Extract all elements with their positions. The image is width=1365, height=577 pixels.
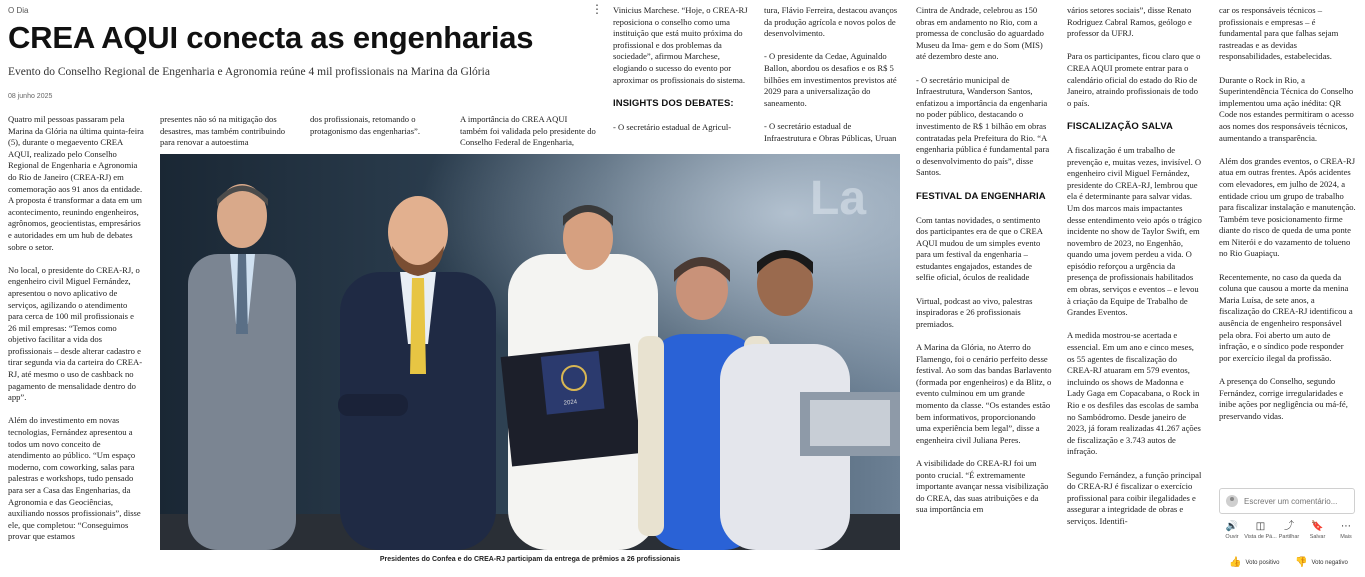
downvote-button[interactable] bbox=[1295, 557, 1348, 568]
user-avatar-icon bbox=[1226, 495, 1238, 507]
paragraph: - O presidente da Cedae, Aguinaldo Ballon, abordou os desafios e os R$ 5 bilhões em investimentos previstos até 2029 para a universalização do saneamento. bbox=[764, 51, 897, 108]
page-view-button[interactable] bbox=[1244, 520, 1277, 540]
paragraph: Quatro mil pessoas passaram pela Marina da Glória na última quinta-feira (5), durante o megaevento CREA AQUI, realizado pelo Conselho Regional de Engenharia e Agronomia do Rio de Janeiro (CREA-RJ) em comemoração aos 91 anos da entidade. A proposta é transformar a data em um acontecimento, reunindo engenheiros, agrônomos, geocientistas, empresários e autoridades em um hub de debates sobre o setor. bbox=[8, 114, 144, 252]
paragraph: A Marina da Glória, no Aterro do Flamengo, foi o cenário perfeito desse festival. Ao som das bandas Barlavento (formada por engenheiros) e da Blitz, o evento culminou em um grande momento da classe. “Os estandes estão bem informativos, proporcionando uma experiência bem legal”, disse a engenheira civil Juliana Peres. bbox=[916, 342, 1052, 445]
article-column-4 bbox=[764, 5, 900, 145]
subheadline: Evento do Conselho Regional de Engenharia e Agronomia reúne 4 mil profissionais na Marina da Glória bbox=[8, 66, 490, 78]
listen-label: Ouvir bbox=[1225, 534, 1239, 540]
paragraph: - O secretário municipal de Infraestrutura, Wanderson Santos, enfatizou a importância da engenharia no poder público, destacando o investimento de R$ 1 bilhão em obras contratadas pela Prefeitura do Rio. “A engenharia pública é fundamental para o desenvolvimento do país”, disse Santos. bbox=[916, 74, 1050, 178]
comment-input[interactable] bbox=[1244, 497, 1344, 506]
share-button[interactable] bbox=[1276, 520, 1302, 540]
paragraph: dos profissionais, retomando o protagonismo das engenharias”. bbox=[310, 114, 421, 136]
upvote-label: Voto positivo bbox=[1245, 559, 1280, 566]
comment-box[interactable] bbox=[1219, 488, 1355, 514]
paragraph: A importância do CREA AQUI também foi validada pelo presidente do Conselho Federal de Engenharia, bbox=[460, 114, 596, 148]
share-icon: ⤴ bbox=[1284, 521, 1294, 532]
award-year-text: 2024 bbox=[563, 399, 578, 407]
paragraph: tura, Flávio Ferreira, destacou avanços da produção agrícola e novos polos de desenvolvimento. bbox=[764, 5, 898, 39]
paragraph: Além dos grandes eventos, o CREA-RJ atua em outras frentes. Após acidentes com elevadores, em julho de 2024, a entidade criou um grupo de trabalho para fiscalizar instalação e manutenção. Também teve posicionamento firme diante do risco de queda de uma ponte em Niterói e do vazamento de tolueno no Rio Guapiaçu. bbox=[1219, 155, 1356, 259]
publish-date: 08 junho 2025 bbox=[8, 93, 53, 100]
speaker-icon: 🔊 bbox=[1225, 521, 1239, 532]
paragraph: No local, o presidente do CREA-RJ, o engenheiro civil Miguel Fernández, apresentou o novo aplicativo de serviços, agilizando o atendimento para cerca de 100 mil profissionais e 26 mil empresas: “Temos como objetivo facilitar a vida dos profissionais – desde alterar cadastro e tirar segunda via da carteira do CREA-RJ, até mesmo o uso de cashback no pagamento de mensalidade dentro do app”. bbox=[8, 264, 143, 403]
page-view-label: Vista de Pá... bbox=[1244, 534, 1277, 540]
article-column-2a bbox=[160, 114, 296, 152]
listen-button[interactable] bbox=[1219, 520, 1245, 540]
downvote-label: Voto negativo bbox=[1311, 559, 1348, 566]
upvote-button[interactable] bbox=[1229, 557, 1279, 568]
paragraph: Recentemente, no caso da queda da coluna que causou a morte da menina Maria Luísa, de sete anos, a fiscalização do CREA-RJ identificou a ausência de engenheiro responsável pela obra. Foi aberto um auto de infração, e o síndico pode responder por exercício ilegal da profissão. bbox=[1219, 271, 1353, 363]
article-column-2b bbox=[310, 114, 446, 152]
more-icon: ⋯ bbox=[1341, 521, 1351, 532]
more-button[interactable] bbox=[1333, 520, 1359, 540]
thumbs-down-icon: 👎 bbox=[1295, 557, 1308, 568]
paragraph: Durante o Rock in Rio, a Superintendência Técnica do Conselho implementou uma ação inédita: QR Code nos estandes permitiram o acesso aos nomes dos responsáveis técnicos, aumentando a transparência. bbox=[1219, 74, 1354, 143]
paragraph: Virtual, podcast ao vivo, palestras inspiradoras e 26 profissionais premiados. bbox=[916, 295, 1033, 329]
paragraph: A medida mostrou-se acertada e essencial. Em um ano e cinco meses, os 55 agentes de fiscalização do CREA-RJ atuaram em 579 eventos, incluindo os shows de Madonna e Lady Gaga em Copacabana, o Rock in Rio e os desfiles das escolas de samba no Sambódromo. Desde janeiro de 2023, já foram realizadas 41.267 ações de fiscalização e 3.743 autos de infração. bbox=[1067, 330, 1201, 457]
kebab-menu-icon[interactable]: ⋮ bbox=[591, 2, 603, 16]
save-label: Salvar bbox=[1309, 534, 1326, 540]
reader-toolbar bbox=[1219, 520, 1359, 540]
article-column-7 bbox=[1219, 5, 1357, 475]
bookmark-icon: 🔖 bbox=[1311, 521, 1324, 532]
article-column-1 bbox=[8, 114, 144, 574]
paragraph: A fiscalização é um trabalho de prevenção e, muitas vezes, invisível. O engenheiro civil Miguel Fernández, presidente do CREA-RJ, lembrou que ela é determinante para salvar vidas. Um dos marcos mais impactantes desse entendimento veio após o trágico incidente no show de Taylor Swift, em novembro de 2023, no Engenhão, quando uma jovem perdeu a vida. O episódio reforçou a urgência da presença de profissionais habilitados em obras, serviços e eventos – e levou à criação da Equipe de Trabalho de Grandes Eventos. bbox=[1067, 144, 1202, 318]
paragraph: vários setores sociais”, disse Renato Rodriguez Cabral Ramos, geólogo e professor da UFRJ. bbox=[1067, 5, 1192, 39]
paragraph: Com tantas novidades, o sentimento dos participantes era de que o CREA AQUI mudou de um simples evento para um festival da engenharia – estudantes engajados, estandes de selfie oficial, óculos de realidade bbox=[916, 214, 1043, 283]
paragraph: car os responsáveis técnicos – profissionais e empresas – é fundamental para que falhas sejam rastreadas e as devidas responsabilidades, estabelecidas. bbox=[1219, 5, 1339, 62]
paragraph: Segundo Fernández, a função principal do CREA-RJ é fiscalizar o exercício profissional para coibir ilegalidades e assegurar a integridade de obras e serviços. Identifi- bbox=[1067, 469, 1202, 526]
source-label: O Dia bbox=[8, 6, 29, 15]
section-heading-fiscalizacao: FISCALIZAÇÃO SALVA bbox=[1067, 120, 1173, 132]
article-column-6 bbox=[1067, 5, 1203, 575]
paragraph: Cintra de Andrade, celebrou as 150 obras em andamento no Rio, com a promessa de conclusão do aguardado Museu da Ima- gem e do Som (MIS) até dezembro deste ano. bbox=[916, 5, 1044, 62]
paragraph: presentes não só na mitigação dos desastres, mas também contribuindo para renovar a autoestima bbox=[160, 114, 286, 148]
more-label: Mais bbox=[1340, 534, 1352, 540]
article-column-5 bbox=[916, 5, 1052, 575]
svg-text:La: La bbox=[810, 172, 867, 225]
paragraph: Para os participantes, ficou claro que o CREA AQUI promete entrar para o calendário oficial do estado do Rio de Janeiro, atraindo profissionais de todo o país. bbox=[1067, 51, 1201, 108]
paragraph: A visibilidade do CREA-RJ foi um ponto crucial. “É extremamente importante avançar nessa visibilização do CREA, das suas atribuições e da sua importância em bbox=[916, 457, 1049, 515]
paragraph: Vinicius Marchese. “Hoje, o CREA-RJ reposiciona o conselho como uma instituição que está muito próxima do profissional e dos problemas da sociedade”, afirmou Marchese, elogiando o sucesso do evento por aproximar os profissionais do sistema. bbox=[613, 5, 748, 85]
article-column-2c bbox=[460, 114, 596, 152]
save-button[interactable] bbox=[1305, 520, 1331, 540]
paragraph: A presença do Conselho, segundo Fernández, corrige irregularidades e inibe ações por negligência ou má-fé, preservando vidas. bbox=[1219, 376, 1348, 421]
paragraph: - O secretário estadual de Infraestrutura e Obras Públicas, Uruan bbox=[764, 120, 897, 143]
paragraph: - O secretário estadual de Agricul- bbox=[613, 121, 732, 132]
paragraph: Além do investimento em novas tecnologias, Fernández apresentou a todos um novo conceito de atendimento ao público. “Um espaço moderno, com coworking, salas para palestras e workshops, tudo pensado para ser a Casa das Engenharias, da Agronomia e das Geociências, auxiliando nossos profissionais”, disse ele, que completou: “Conseguimos provar que estamos bbox=[8, 415, 141, 542]
article-photo bbox=[160, 154, 900, 550]
thumbs-up-icon: 👍 bbox=[1229, 557, 1242, 568]
photo-caption: Presidentes do Confea e do CREA-RJ participam da entrega de prêmios a 26 profissionais bbox=[379, 556, 681, 563]
section-heading-festival: FESTIVAL DA ENGENHARIA bbox=[916, 190, 1046, 202]
section-heading-insights: INSIGHTS DOS DEBATES: bbox=[613, 97, 734, 109]
share-label: Partilhar bbox=[1278, 534, 1300, 540]
headline: CREA AQUI conecta as engenharias bbox=[8, 20, 534, 55]
page-view-icon: ◫ bbox=[1255, 521, 1266, 532]
